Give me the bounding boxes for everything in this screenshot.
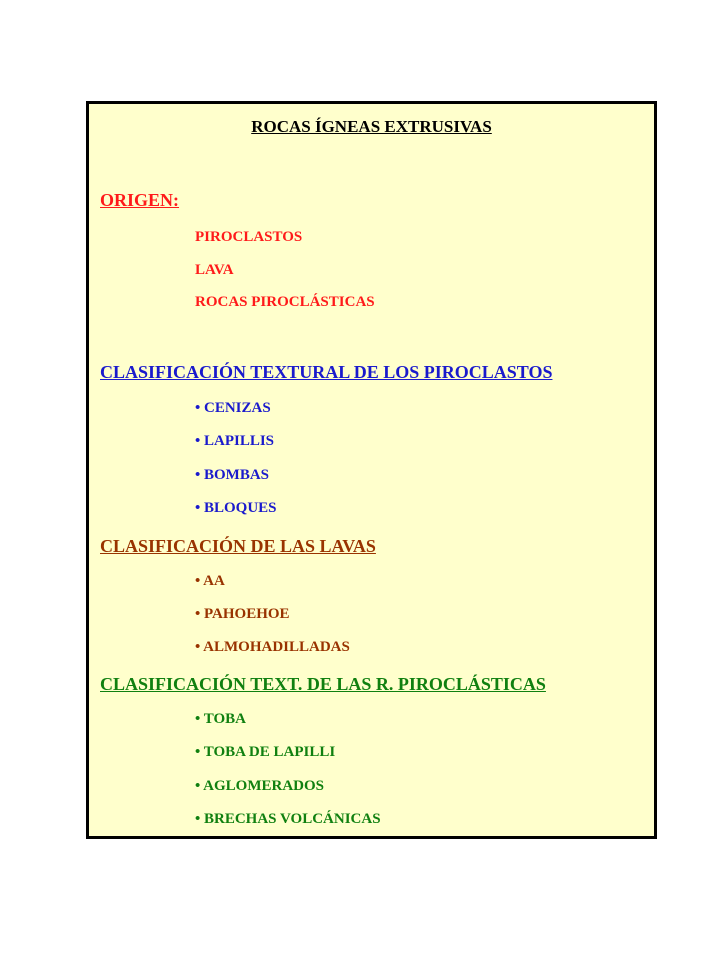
lavas-item-aa: • AA [195, 573, 225, 589]
piroclastos-item-bombas: • BOMBAS [195, 467, 270, 483]
piroclastos-item-lapillis: • LAPILLIS [195, 433, 275, 449]
content-panel [86, 101, 657, 839]
rocas-piroclasticas-item-aglomerados: • AGLOMERADOS [195, 778, 325, 794]
lavas-item-almohadilladas: • ALMOHADILLADAS [195, 639, 350, 655]
origen-item-piroclastos: PIROCLASTOS [195, 229, 303, 245]
lavas-heading: CLASIFICACIÓN DE LAS LAVAS [100, 536, 376, 556]
rocas-piroclasticas-item-toba: • TOBA [195, 711, 246, 727]
origen-item-rocas-piroclasticas: ROCAS PIROCLÁSTICAS [195, 294, 375, 310]
rocas-piroclasticas-item-toba-de-lapilli: • TOBA DE LAPILLI [195, 744, 336, 760]
rocas-piroclasticas-item-brechas-volcanicas: • BRECHAS VOLCÁNICAS [195, 811, 381, 827]
origen-heading: ORIGEN: [100, 190, 180, 210]
lavas-item-pahoehoe: • PAHOEHOE [195, 606, 290, 622]
origen-item-lava: LAVA [195, 262, 234, 278]
piroclastos-item-cenizas: • CENIZAS [195, 400, 271, 416]
piroclastos-item-bloques: • BLOQUES [195, 500, 277, 516]
rocas-piroclasticas-heading: CLASIFICACIÓN TEXT. DE LAS R. PIROCLÁSTICAS [100, 674, 546, 694]
page-title: ROCAS ÍGNEAS EXTRUSIVAS [251, 117, 492, 136]
piroclastos-heading: CLASIFICACIÓN TEXTURAL DE LOS PIROCLASTOS [100, 362, 553, 382]
